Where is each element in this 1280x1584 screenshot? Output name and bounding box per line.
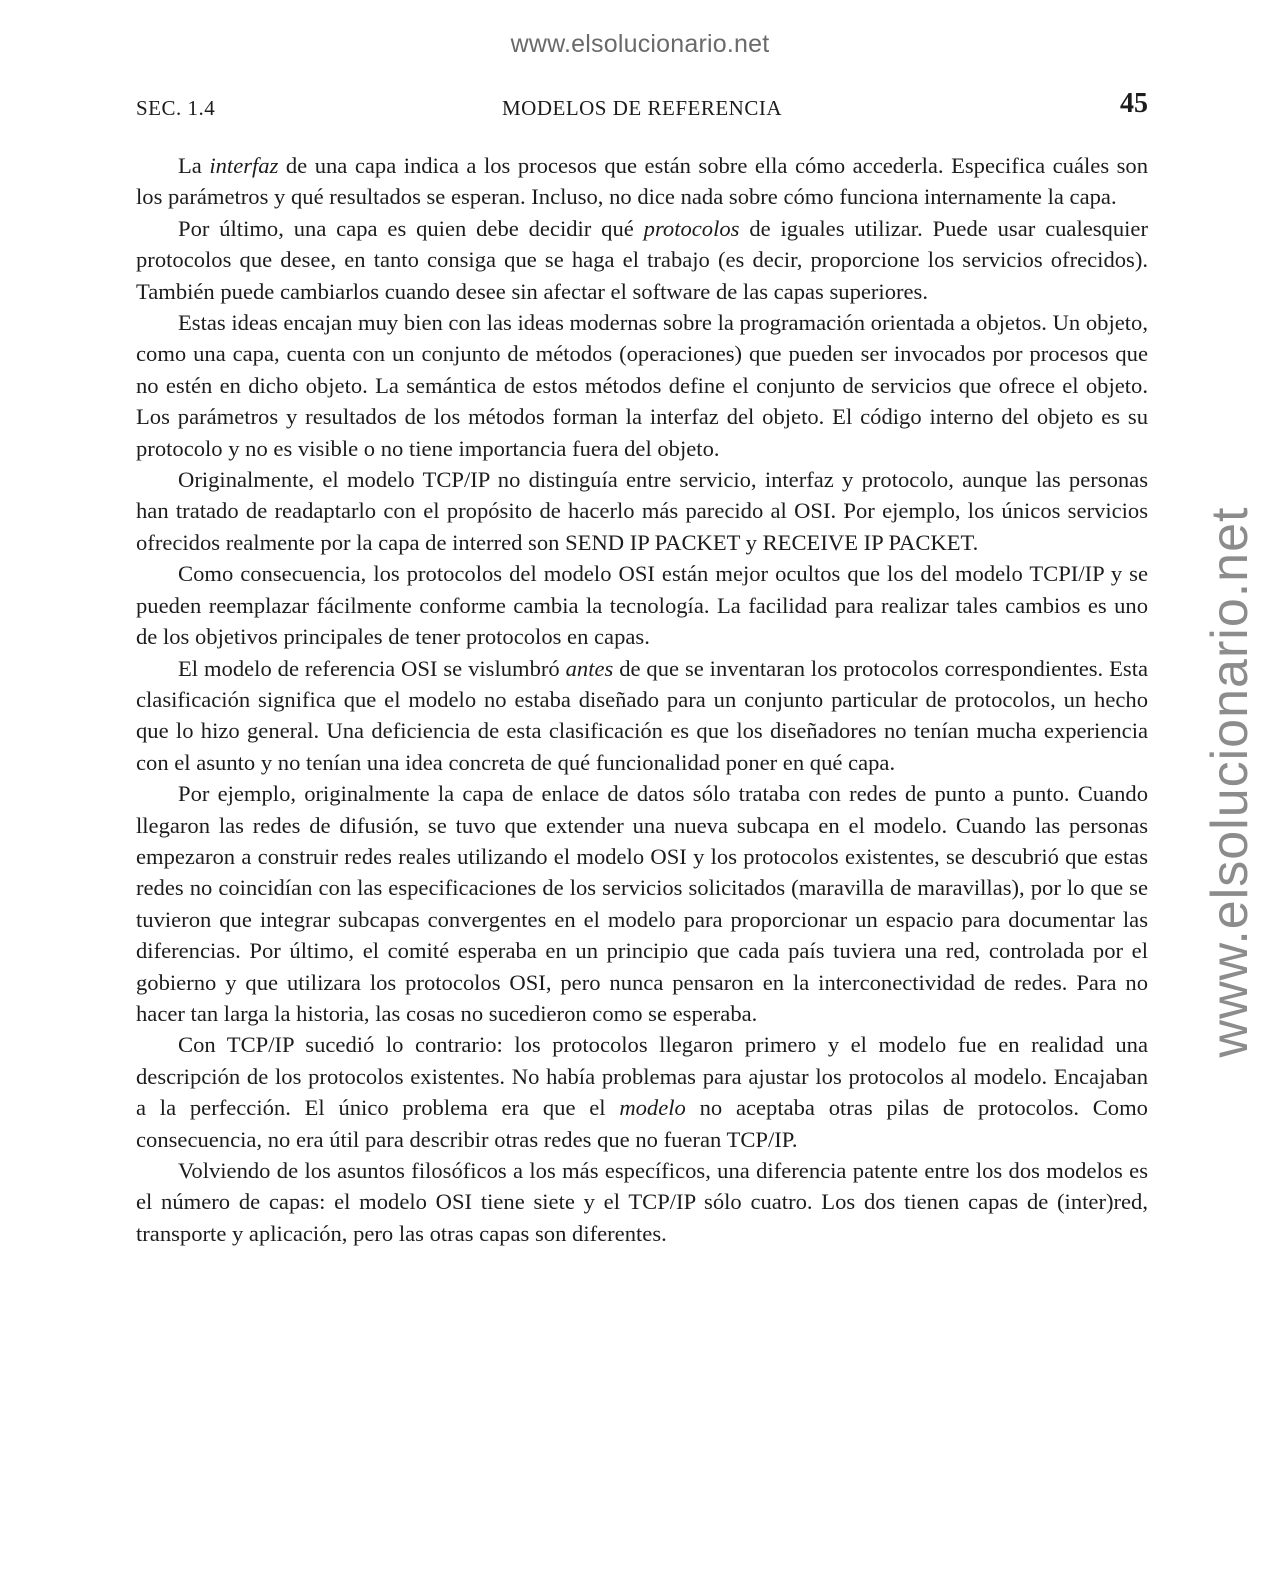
paragraph	[136, 464, 1148, 558]
paragraph	[136, 1029, 1148, 1155]
paragraph	[136, 778, 1148, 1029]
paragraph	[136, 307, 1148, 464]
emphasized-term: modelo	[619, 1095, 686, 1121]
text-run: La	[178, 153, 210, 178]
page-number: 45	[1120, 88, 1148, 119]
paragraph	[136, 653, 1148, 779]
emphasized-term: antes	[565, 655, 614, 681]
watermark-top: www.elsolucionario.net	[510, 30, 770, 58]
paragraph	[136, 558, 1148, 652]
body-text	[136, 150, 1148, 1249]
running-title: MODELOS DE REFERENCIA	[501, 96, 782, 120]
paragraph	[136, 1155, 1148, 1249]
text-run: Con TCP/IP sucedió lo contrario: los protocolos llegaron primero y el modelo fue en realidad una descripción de los protocolos existentes. No había problemas para ajustar los protocolos al modelo. Encajaban a la perfección. El único problema era que el	[136, 1032, 1148, 1121]
emphasized-term: protocolos	[643, 215, 740, 241]
text-run: de una capa indica a los procesos que están sobre ella cómo accederla. Especifica cuáles son los parámetros y qué resultados se esperan. Incluso, no dice nada sobre cómo funciona internamente la capa.	[136, 153, 1148, 210]
paragraph	[136, 213, 1148, 307]
text-run: de que se inventaran los protocolos correspondientes. Esta clasificación significa que el modelo no estaba diseñado para un conjunto particular de protocolos, un hecho que lo hizo general. Una deficiencia de esta clasificación es que los diseñadores no tenían mucha experiencia con el asunto y no tenían una idea concreta de qué funcionalidad poner en qué capa.	[136, 655, 1148, 775]
text-run: Volviendo de los asuntos filosóficos a los más específicos, una diferencia patente entre los dos modelos es el número de capas: el modelo OSI tiene siete y el TCP/IP sólo cuatro. Los dos tienen capas de (inter)red, transporte y aplicación, pero las otras capas son diferentes.	[136, 1158, 1148, 1246]
emphasized-term: interfaz	[209, 153, 279, 178]
text-run: Originalmente, el modelo TCP/IP no distinguía entre servicio, interfaz y protocolo, aunque las personas han tratado de readaptarlo con el propósito de hacerlo más parecido al OSI. Por ejemplo, los únicos servicios ofrecidos realmente por la capa de interred son SEND IP PACKET y RECEIVE IP PACKET.	[136, 467, 1148, 555]
paragraph	[136, 150, 1148, 213]
text-run: El modelo de referencia OSI se vislumbró	[178, 655, 566, 681]
text-run: Por ejemplo, originalmente la capa de enlace de datos sólo trataba con redes de punto a punto. Cuando llegaron las redes de difusión, se tuvo que extender una nueva subcapa en el modelo. Cuando las personas empezaron a construir redes reales utilizando el modelo OSI y los protocolos existentes, se descubrió que estas redes no coincidían con las especificaciones de los servicios solicitados (maravilla de maravillas), por lo que se tuvieron que integrar subcapas convergentes en el modelo para proporcionar un espacio para documentar las diferencias. Por último, el comité esperaba en un principio que cada país tuviera una red, controlada por el gobierno y que utilizara los protocolos OSI, pero nunca pensaron en la interconectividad de redes. Para no hacer tan larga la historia, las cosas no sucedieron como se esperaba.	[136, 781, 1148, 1026]
text-run: de iguales utilizar. Puede usar cualesquier protocolos que desee, en tanto consiga que se haga el trabajo (es decir, proporcione los servicios ofrecidos). También puede cambiarlos cuando desee sin afectar el software de las capas superiores.	[136, 215, 1148, 304]
text-run: Como consecuencia, los protocolos del modelo OSI están mejor ocultos que los del modelo TCPI/IP y se pueden reemplazar fácilmente conforme cambia la tecnología. La facilidad para realizar tales cambios es uno de los objetivos principales de tener protocolos en capas.	[136, 561, 1148, 650]
watermark-side: www.elsolucionario.net	[1201, 506, 1259, 1058]
running-head	[136, 88, 1148, 124]
text-run: no aceptaba otras pilas de protocolos. Como consecuencia, no era útil para describir otras redes que no fueran TCP/IP.	[136, 1095, 1148, 1152]
text-run: Estas ideas encajan muy bien con las ideas modernas sobre la programación orientada a objetos. Un objeto, como una capa, cuenta con un conjunto de métodos (operaciones) que pueden ser invocados por procesos que no estén en dicho objeto. La semántica de estos métodos define el conjunto de servicios que ofrece el objeto. Los parámetros y resultados de los métodos forman la interfaz del objeto. El código interno del objeto es su protocolo y no es visible o no tiene importancia fuera del objeto.	[136, 310, 1148, 461]
text-run: Por último, una capa es quien debe decidir qué	[178, 215, 644, 241]
section-number: SEC. 1.4	[136, 96, 216, 120]
